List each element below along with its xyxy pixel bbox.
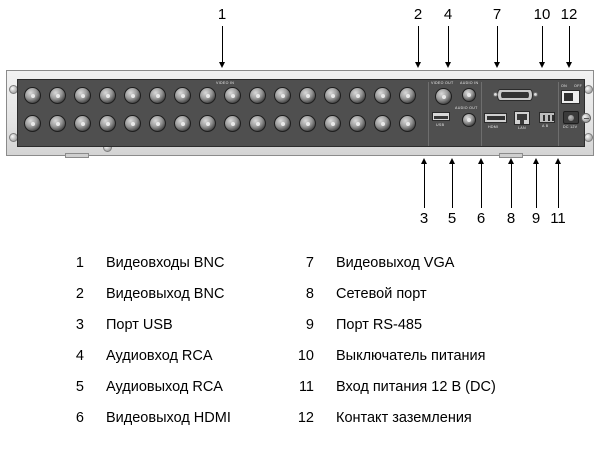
bnc-connector[interactable] [249, 115, 266, 132]
bnc-connector[interactable] [374, 87, 391, 104]
legend-item-label: Порт RS-485 [336, 317, 423, 333]
legend-item [66, 248, 316, 279]
dc-power-input[interactable] [563, 111, 579, 124]
rs485-label: A B [542, 124, 549, 128]
panel-screw-icon [584, 133, 593, 142]
callout-leader-line [481, 164, 482, 208]
panel-divider [481, 82, 482, 146]
bnc-connector[interactable] [49, 87, 66, 104]
legend-item [66, 403, 316, 434]
legend-item-number: 12 [297, 410, 314, 426]
legend-item [66, 341, 316, 372]
bnc-connector[interactable] [299, 115, 316, 132]
callout-number: 10 [533, 6, 551, 23]
video-in-label: VIDEO IN [216, 81, 235, 85]
power-switch-on-label: ON [561, 84, 567, 88]
callout-arrow-icon [555, 158, 561, 164]
callout-number: 8 [506, 210, 516, 227]
callout-number: 9 [531, 210, 541, 227]
legend-item [66, 372, 316, 403]
panel-screw-icon [584, 85, 593, 94]
callout-arrow-icon [566, 62, 572, 68]
legend-item [66, 310, 316, 341]
callout-leader-line [558, 164, 559, 208]
bnc-connector[interactable] [124, 115, 141, 132]
callout-leader-line [536, 164, 537, 208]
bnc-connector[interactable] [349, 87, 366, 104]
bnc-connector[interactable] [324, 87, 341, 104]
legend-item-number: 9 [305, 317, 314, 333]
ethernet-port[interactable] [514, 111, 530, 125]
callout-number: 1 [217, 6, 227, 23]
legend-item [296, 248, 586, 279]
callout-leader-line [418, 26, 419, 62]
legend-item-number: 3 [75, 317, 84, 333]
callout-number: 6 [476, 210, 486, 227]
rca-audio-input[interactable] [462, 88, 476, 102]
callout-leader-line [222, 26, 223, 62]
legend-item-number: 10 [297, 348, 314, 364]
callout-leader-line [448, 26, 449, 62]
callout-arrow-icon [539, 62, 545, 68]
callout-number: 3 [419, 210, 429, 227]
callout-number: 12 [560, 6, 578, 23]
power-switch-off-label: OFF [574, 84, 583, 88]
callout-number: 2 [413, 6, 423, 23]
hdmi-label: HDMI [488, 125, 499, 129]
legend-column-left [66, 248, 316, 434]
legend-item-number: 5 [75, 379, 84, 395]
bnc-connector[interactable] [349, 115, 366, 132]
bnc-connector[interactable] [324, 115, 341, 132]
connector-field [17, 79, 585, 147]
bnc-video-input-array [24, 87, 424, 143]
callout-arrow-icon [508, 158, 514, 164]
legend-item-label: Видеовходы BNC [106, 255, 225, 271]
legend-item-label: Вход питания 12 В (DC) [336, 379, 496, 395]
bnc-connector[interactable] [49, 115, 66, 132]
legend-item-label: Видеовыход BNC [106, 286, 225, 302]
callout-arrow-icon [415, 62, 421, 68]
legend-item-number: 11 [298, 379, 314, 395]
bnc-connector[interactable] [99, 87, 116, 104]
legend-item-label: Аудиовход RCA [106, 348, 213, 364]
callout-leader-line [569, 26, 570, 62]
callout-leader-line [511, 164, 512, 208]
callout-number: 4 [443, 6, 453, 23]
legend-item-label: Видеовыход VGA [336, 255, 455, 271]
bnc-connector[interactable] [224, 115, 241, 132]
bnc-connector[interactable] [274, 115, 291, 132]
rca-audio-output[interactable] [462, 113, 476, 127]
bnc-connector[interactable] [174, 115, 191, 132]
bnc-connector[interactable] [199, 115, 216, 132]
bnc-connector[interactable] [174, 87, 191, 104]
bnc-connector[interactable] [374, 115, 391, 132]
callout-leader-line [452, 164, 453, 208]
callout-leader-line [424, 164, 425, 208]
bnc-connector[interactable] [399, 115, 416, 132]
bnc-connector[interactable] [99, 115, 116, 132]
ground-terminal[interactable] [581, 113, 591, 123]
callout-arrow-icon [449, 158, 455, 164]
bnc-connector[interactable] [24, 115, 41, 132]
legend-item-label: Видеовыход HDMI [106, 410, 231, 426]
callout-number: 7 [492, 6, 502, 23]
audio-out-label: AUDIO OUT [455, 106, 478, 110]
callout-arrow-icon [494, 62, 500, 68]
callout-number: 5 [447, 210, 457, 227]
legend-item-number: 6 [75, 410, 84, 426]
lan-label: LAN [518, 126, 526, 130]
legend-item [296, 310, 586, 341]
legend-item-label: Выключатель питания [336, 348, 486, 364]
bnc-connector[interactable] [24, 87, 41, 104]
callout-leader-line [497, 26, 498, 62]
bnc-connector[interactable] [224, 87, 241, 104]
bnc-video-output[interactable] [435, 88, 452, 105]
legend-column-right [296, 248, 586, 434]
dvr-rear-panel [6, 70, 594, 156]
legend-item-number: 7 [305, 255, 314, 271]
legend-item [296, 279, 586, 310]
callout-arrow-icon [219, 62, 225, 68]
hdmi-port[interactable] [484, 113, 507, 123]
rs485-terminal-block[interactable] [539, 112, 555, 123]
bnc-connector[interactable] [399, 87, 416, 104]
dc12v-label: DC 12V [563, 125, 578, 129]
callout-arrow-icon [421, 158, 427, 164]
video-out-label: VIDEO OUT [431, 81, 454, 85]
vga-screw-icon [533, 92, 538, 97]
usb-port[interactable] [432, 112, 450, 121]
legend-item-number: 1 [75, 255, 84, 271]
callout-arrow-icon [533, 158, 539, 164]
legend-item-number: 2 [75, 286, 84, 302]
legend-item [296, 403, 586, 434]
bnc-connector[interactable] [299, 87, 316, 104]
legend-item-label: Сетевой порт [336, 286, 427, 302]
callout-leader-line [542, 26, 543, 62]
bnc-connector[interactable] [124, 87, 141, 104]
legend-item [296, 372, 586, 403]
legend-item-number: 8 [305, 286, 314, 302]
legend-item-label: Порт USB [106, 317, 173, 333]
panel-foot [65, 153, 89, 158]
power-switch[interactable] [561, 90, 580, 104]
legend-item [66, 279, 316, 310]
legend-item-label: Аудиовыход RCA [106, 379, 223, 395]
callout-arrow-icon [445, 62, 451, 68]
bnc-connector[interactable] [249, 87, 266, 104]
bnc-connector[interactable] [149, 87, 166, 104]
vga-screw-icon [493, 92, 498, 97]
legend-item-number: 4 [75, 348, 84, 364]
vga-port[interactable] [497, 89, 533, 101]
bnc-connector[interactable] [149, 115, 166, 132]
callout-number: 11 [550, 210, 566, 227]
legend-item [296, 341, 586, 372]
power-switch-rocker[interactable] [564, 93, 573, 101]
bnc-connector[interactable] [274, 87, 291, 104]
usb-label: USB [436, 123, 445, 127]
vga-pin-area [501, 92, 529, 98]
panel-divider [428, 82, 429, 146]
bnc-connector[interactable] [74, 87, 91, 104]
bnc-connector[interactable] [199, 87, 216, 104]
panel-divider [558, 82, 559, 146]
audio-in-label: AUDIO IN [460, 81, 479, 85]
legend-item-label: Контакт заземления [336, 410, 472, 426]
callout-arrow-icon [478, 158, 484, 164]
bnc-connector[interactable] [74, 115, 91, 132]
